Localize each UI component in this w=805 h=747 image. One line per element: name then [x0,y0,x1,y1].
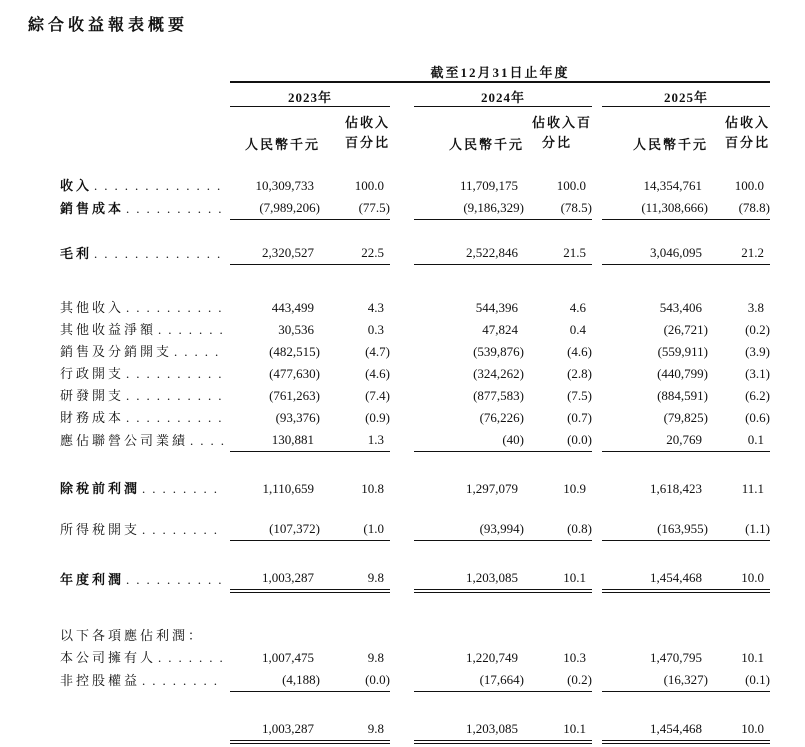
row-label: 毛利 [60,245,93,261]
value-cell: 10.1 [524,718,592,742]
dot-leader [126,407,224,429]
column-gap [592,429,602,452]
table-row [28,718,770,742]
column-gap [592,175,602,197]
value-cell: 9.8 [367,650,384,665]
row-label-cell [28,567,230,591]
value-cell: 4.6 [569,300,586,315]
column-gap [592,718,602,742]
dot-leader [126,297,224,319]
value-cell: 10.1 [524,567,592,591]
value-cell: 11.1 [741,481,765,496]
spacer-row [28,452,770,479]
percent-label-line2: 分比 [541,135,572,150]
value-cell: 0.1 [708,429,770,452]
value-cell: (78.5) [524,197,592,220]
column-gap [592,385,602,407]
value-cell: 1,454,468 [602,567,708,591]
value-cell: (4.7) [365,344,390,359]
table-row [28,518,770,541]
dot-leader [126,198,224,220]
value-cell: 10.1 [741,650,765,665]
header-corner [28,82,230,107]
percent-of-revenue-label [524,107,592,154]
column-gap [390,567,414,591]
spacer-row [28,692,770,719]
row-label: 銷售成本 [60,200,125,216]
table-row [28,647,770,669]
value-cell: (440,799) [657,366,708,381]
value-cell: (9,186,329) [414,197,524,220]
percent-of-revenue-label [708,107,770,154]
year-header-row [28,82,770,107]
column-gap [390,319,414,341]
table-row [28,478,770,500]
column-gap [592,363,602,385]
value-cell: (7.5) [567,388,592,403]
column-gap [592,107,602,154]
value-cell: (16,327) [602,669,708,692]
row-label: 銷售及分銷開支 [60,344,173,359]
spacer-row [28,541,770,568]
value-cell: 10.0 [708,718,770,742]
row-label: 應佔聯營公司業績 [60,432,189,448]
value-cell: (2.8) [567,366,592,381]
row-label: 除稅前利潤 [60,481,141,496]
spacer-row [28,591,770,625]
value-cell: 21.2 [708,242,770,265]
value-cell: 22.5 [320,242,390,265]
spacer-row [28,220,770,243]
year-label: 2025年 [602,82,770,107]
dot-leader [126,363,224,385]
row-label: 非控股權益 [60,672,141,688]
row-label: 其他收益淨額 [60,322,157,337]
value-cell: 3,046,095 [602,242,708,265]
row-label-cell [28,518,230,541]
row-label-cell [28,363,230,385]
value-cell: 4.3 [367,300,384,315]
value-cell: (4.6) [365,366,390,381]
column-gap [592,669,602,692]
value-cell: (482,515) [269,344,320,359]
column-gap [390,647,414,669]
dot-leader [126,569,224,591]
value-cell: (324,262) [473,366,524,381]
percent-of-revenue-label [320,107,390,154]
value-cell: 0.3 [367,322,384,337]
row-label-cell [28,242,230,265]
value-cell: (0.2) [745,322,771,337]
row-label: 行政開支 [60,366,125,381]
table-row [28,669,770,692]
value-cell: 2,522,846 [414,242,524,265]
row-label-cell [28,669,230,692]
value-cell: (4,188) [230,669,320,692]
value-cell: 9.8 [320,567,390,591]
period-spanner-label: 截至12月31日止年度 [230,59,770,82]
table-row [28,407,770,429]
row-label-cell [28,385,230,407]
table-row [28,385,770,407]
page-title: 綜合收益報表概要 [28,17,189,34]
amount-unit-label: 人民幣千元 [244,137,320,152]
value-cell: (877,583) [473,388,524,403]
value-cell: (4.6) [567,344,592,359]
table-row [28,363,770,385]
row-label-cell [28,319,230,341]
column-gap [390,478,414,500]
column-gap [390,107,414,154]
row-label: 本公司擁有人 [60,650,157,665]
row-label-cell [28,175,230,197]
column-gap [592,242,602,265]
header-corner [28,59,230,82]
value-cell: (761,263) [269,388,320,403]
row-label-cell [28,625,230,647]
value-cell: 1,470,795 [650,650,702,665]
amount-unit-label: 人民幣千元 [448,137,524,152]
value-cell: 1,110,659 [262,481,314,496]
column-gap [592,197,602,220]
column-gap [592,341,602,363]
column-gap [390,242,414,265]
dot-leader [94,175,224,197]
value-cell: 1,618,423 [650,481,702,496]
value-cell: 1,220,749 [466,650,518,665]
value-cell: (3.9) [745,344,771,359]
income-statement-table [28,59,770,744]
value-cell: 543,406 [659,300,702,315]
value-cell: (1.1) [708,518,770,541]
column-gap [390,669,414,692]
value-cell: (7.4) [365,388,390,403]
row-label: 所得稅開支 [60,521,141,537]
value-cell: 0.4 [569,322,586,337]
table-row [28,567,770,591]
value-cell: 10.8 [361,481,384,496]
row-label: 研發開支 [60,388,125,403]
column-gap [390,82,414,107]
value-cell: 14,354,761 [643,178,702,193]
value-cell: (884,591) [657,388,708,403]
row-label: 財務成本 [60,410,125,425]
value-cell: 100.0 [556,178,586,193]
value-cell: 1,003,287 [230,718,320,742]
column-gap [592,319,602,341]
dot-leader [142,519,224,541]
value-cell: 10.3 [563,650,586,665]
dot-leader [126,385,224,407]
row-label-cell [28,718,230,742]
value-cell: (107,372) [230,518,320,541]
value-cell: (6.2) [745,388,771,403]
table-row [28,341,770,363]
value-cell: 20,769 [602,429,708,452]
value-cell: (0.0) [320,669,390,692]
column-gap [390,385,414,407]
table-row [28,297,770,319]
column-gap [390,175,414,197]
column-gap [390,518,414,541]
dot-leader [190,430,224,452]
value-cell: (539,876) [473,344,524,359]
row-label: 收入 [60,178,93,193]
value-cell: 100.0 [354,178,384,193]
value-cell: (0.8) [524,518,592,541]
spacer-row [28,153,770,175]
value-cell: 3.8 [747,300,765,315]
value-cell: (0.9) [365,410,390,425]
percent-label-line1: 佔收入百 [531,115,592,130]
row-label-cell [28,429,230,452]
value-cell: (11,308,666) [602,197,708,220]
value-cell: 21.5 [524,242,592,265]
column-gap [390,718,414,742]
dot-leader [142,670,224,692]
dot-leader [94,243,224,265]
column-gap [592,518,602,541]
value-cell: 47,824 [482,322,518,337]
column-gap [390,341,414,363]
table-row [28,242,770,265]
value-cell: (3.1) [745,366,771,381]
value-cell: 10.0 [708,567,770,591]
value-cell: (559,911) [657,344,708,359]
value-cell: (93,376) [275,410,320,425]
value-cell: 2,320,527 [230,242,320,265]
column-gap [592,567,602,591]
column-gap [390,429,414,452]
value-cell: (0.1) [708,669,770,692]
value-cell: 1,007,475 [262,650,314,665]
value-cell: 30,536 [278,322,314,337]
column-gap [592,82,602,107]
dot-leader [158,319,224,341]
header-corner [28,107,230,154]
value-cell: 130,881 [230,429,320,452]
percent-label-line1: 佔收入 [344,115,390,130]
value-cell: (93,994) [414,518,524,541]
spacer-row [28,265,770,298]
value-cell: (0.2) [524,669,592,692]
row-label-cell [28,297,230,319]
column-gap [592,647,602,669]
percent-label-line2: 百分比 [725,135,771,150]
value-cell: (163,955) [602,518,708,541]
table-row [28,429,770,452]
row-label: 年度利潤 [60,572,125,587]
value-cell: (1.0 [320,518,390,541]
dot-leader [158,647,224,669]
row-label-cell [28,341,230,363]
value-cell: (76,226) [479,410,524,425]
value-cell: 544,396 [475,300,518,315]
year-label: 2023年 [230,82,390,107]
dot-leader [142,478,224,500]
table-row [28,175,770,197]
value-cell: (0.6) [745,410,771,425]
value-cell: 1.3 [320,429,390,452]
value-cell: (477,630) [269,366,320,381]
value-cell: (0.7) [567,410,592,425]
row-label-cell [28,478,230,500]
value-cell: 10.9 [563,481,586,496]
percent-label-line2: 百分比 [344,135,390,150]
column-gap [592,407,602,429]
row-label-cell [28,647,230,669]
column-gap [592,297,602,319]
value-cell: 11,709,175 [459,178,518,193]
table-row [28,197,770,220]
row-label: 以下各項應佔利潤： [60,628,205,643]
value-cell: 9.8 [320,718,390,742]
value-cell: (40) [414,429,524,452]
value-cell: 443,499 [271,300,314,315]
value-cell: 10,309,733 [255,178,314,193]
amount-unit-label: 人民幣千元 [632,137,708,152]
percent-label-line1: 佔收入 [725,115,771,130]
value-cell: (26,721) [663,322,708,337]
dot-leader [174,341,224,363]
column-gap [390,297,414,319]
column-gap [592,478,602,500]
column-gap [390,197,414,220]
value-cell: (79,825) [663,410,708,425]
column-header-row [28,107,770,154]
row-label-cell [28,197,230,220]
column-gap [390,363,414,385]
value-cell: (7,989,206) [230,197,320,220]
value-cell: 1,454,468 [602,718,708,742]
value-cell: 1,003,287 [230,567,320,591]
value-cell: 1,203,085 [414,718,524,742]
value-cell: 1,203,085 [414,567,524,591]
value-cell: (0.0) [524,429,592,452]
spanner-row [28,59,770,82]
value-cell: (17,664) [414,669,524,692]
empty-cells [230,625,770,647]
value-cell: 1,297,079 [466,481,518,496]
value-cell: (77.5) [320,197,390,220]
table-row [28,625,770,647]
row-label: 其他收入 [60,300,125,315]
column-gap [390,407,414,429]
table-row [28,319,770,341]
value-cell: 100.0 [734,178,765,193]
row-label-cell [28,407,230,429]
spacer-row [28,500,770,518]
year-label: 2024年 [414,82,592,107]
value-cell: (78.8) [708,197,770,220]
